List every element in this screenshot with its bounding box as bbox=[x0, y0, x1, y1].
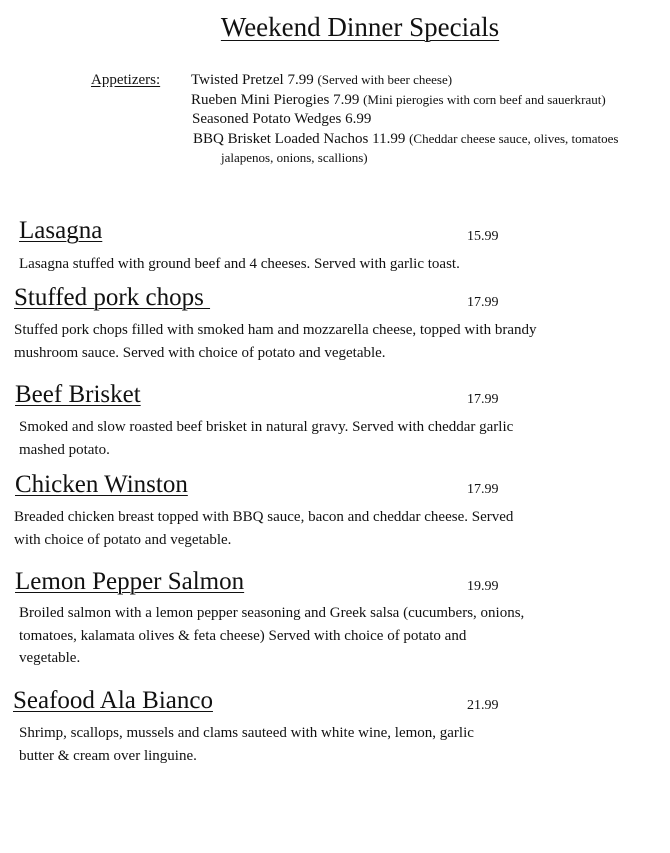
dish-description-line: vegetable. bbox=[19, 650, 81, 666]
appetizer-name: Seasoned Potato Wedges bbox=[192, 111, 342, 127]
appetizer-price: 7.99 bbox=[287, 72, 314, 88]
dish-name: Chicken Winston bbox=[15, 471, 188, 498]
dish-description-line: tomatoes, kalamata olives & feta cheese) Served with choice of potato and bbox=[19, 627, 467, 644]
dish-description bbox=[14, 319, 537, 364]
dish-name: Lasagna bbox=[19, 217, 103, 244]
appetizer-item bbox=[191, 92, 606, 109]
dish-name: Beef Brisket bbox=[15, 381, 141, 408]
dish-description bbox=[19, 722, 474, 767]
dish-price: 21.99 bbox=[467, 698, 499, 713]
dish-description-line: Breaded chicken breast topped with BBQ sauce, bacon and cheddar cheese. Served bbox=[14, 509, 514, 525]
appetizer-price: 6.99 bbox=[345, 111, 372, 127]
dish-price: 15.99 bbox=[467, 229, 499, 244]
dish-name: Stuffed pork chops bbox=[14, 284, 211, 311]
appetizer-name: BBQ Brisket Loaded Nachos bbox=[193, 131, 369, 147]
dish-name: Seafood Ala Bianco bbox=[13, 687, 213, 714]
dish-description bbox=[19, 602, 524, 670]
appetizer-item bbox=[192, 111, 371, 128]
dish-description-line: Smoked and slow roasted beef brisket in natural gravy. Served with cheddar garlic bbox=[19, 419, 514, 435]
appetizer-price: 7.99 bbox=[333, 92, 360, 108]
dish-description-line: mashed potato. bbox=[19, 441, 110, 458]
appetizer-price: 11.99 bbox=[372, 131, 406, 147]
dish-description-line: with choice of potato and vegetable. bbox=[14, 531, 232, 548]
dish-description bbox=[14, 506, 513, 551]
dish-description bbox=[19, 416, 513, 461]
dish-price: 17.99 bbox=[467, 392, 499, 407]
dish-name: Lemon Pepper Salmon bbox=[15, 568, 245, 595]
appetizer-item bbox=[191, 72, 452, 89]
dish-description-line: Shrimp, scallops, mussels and clams sauteed with white wine, lemon, garlic bbox=[19, 725, 474, 741]
appetizer-note: (Served with beer cheese) bbox=[317, 72, 453, 87]
appetizer-name: Twisted Pretzel bbox=[191, 72, 284, 88]
dish-description-line: Lasagna stuffed with ground beef and 4 cheeses. Served with garlic toast. bbox=[19, 256, 460, 272]
dish-description-line: mushroom sauce. Served with choice of potato and vegetable. bbox=[14, 344, 386, 361]
dish-price: 17.99 bbox=[467, 295, 499, 310]
dish-description bbox=[19, 253, 460, 276]
dish-description-line: butter & cream over linguine. bbox=[19, 747, 197, 764]
appetizer-note-continued: jalapenos, onions, scallions) bbox=[221, 150, 368, 165]
dish-price: 17.99 bbox=[467, 482, 499, 497]
dish-description-line: Stuffed pork chops filled with smoked ham and mozzarella cheese, topped with brandy bbox=[14, 322, 537, 338]
appetizers-label: Appetizers: bbox=[91, 72, 161, 88]
appetizer-item bbox=[193, 131, 618, 148]
dish-description-line: Broiled salmon with a lemon pepper seasoning and Greek salsa (cucumbers, onions, bbox=[19, 605, 525, 621]
appetizer-name: Rueben Mini Pierogies bbox=[191, 92, 330, 108]
appetizer-note: (Mini pierogies with corn beef and sauerkraut) bbox=[363, 92, 606, 107]
dish-price: 19.99 bbox=[467, 579, 499, 594]
page-title: Weekend Dinner Specials bbox=[220, 12, 500, 42]
appetizer-note: (Cheddar cheese sauce, olives, tomatoes bbox=[409, 131, 619, 146]
